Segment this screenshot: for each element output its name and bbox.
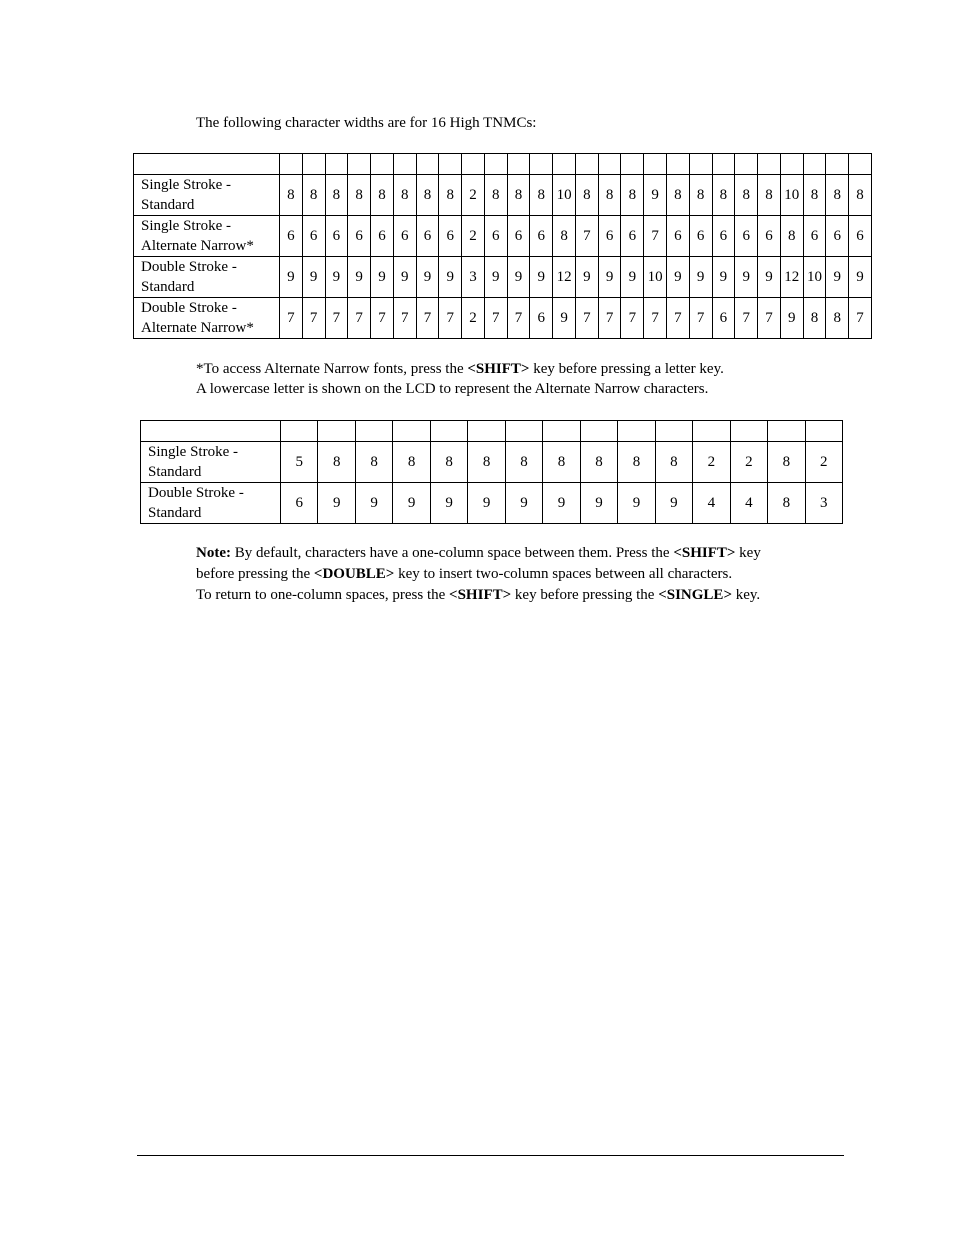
table-header-cell [768, 421, 805, 442]
width-cell: 9 [712, 257, 735, 298]
width-cell: 9 [318, 483, 355, 524]
width-cell: 6 [325, 216, 348, 257]
width-cell: 8 [768, 442, 805, 483]
width-cell: 10 [553, 175, 576, 216]
width-cell: 6 [758, 216, 781, 257]
width-cell: 8 [507, 175, 530, 216]
width-cell: 8 [430, 442, 467, 483]
table-header-cell [141, 421, 281, 442]
width-cell: 3 [805, 483, 842, 524]
table-header-cell [618, 421, 655, 442]
width-cell: 7 [598, 298, 621, 339]
width-cell: 2 [693, 442, 730, 483]
footnote-line-2: A lowercase letter is shown on the LCD to represent the Alternate Narrow characters. [196, 381, 709, 397]
width-cell: 9 [618, 483, 655, 524]
table-row [141, 442, 843, 483]
width-cell: 6 [735, 216, 758, 257]
width-cell: 8 [803, 298, 826, 339]
row-label-line: Standard [141, 197, 195, 213]
table-header-cell [712, 154, 735, 175]
character-width-table-symbols [140, 420, 843, 524]
width-cell: 9 [484, 257, 507, 298]
width-cell: 8 [758, 175, 781, 216]
width-cell: 6 [667, 216, 690, 257]
width-cell: 9 [505, 483, 542, 524]
width-cell: 9 [826, 257, 849, 298]
width-cell: 8 [575, 175, 598, 216]
table-header-cell [735, 154, 758, 175]
row-label [134, 216, 280, 257]
width-cell: 9 [507, 257, 530, 298]
width-cell: 7 [507, 298, 530, 339]
width-cell: 9 [598, 257, 621, 298]
width-cell: 8 [416, 175, 439, 216]
width-cell: 7 [758, 298, 781, 339]
width-cell: 7 [849, 298, 872, 339]
note-text: By default, characters have a one-column space between them. Press the [230, 545, 674, 561]
table-header-cell [318, 421, 355, 442]
width-cell: 7 [484, 298, 507, 339]
width-cell: 8 [355, 442, 392, 483]
row-label-line: Double Stroke - [141, 259, 237, 275]
width-cell: 3 [462, 257, 485, 298]
width-cell: 6 [826, 216, 849, 257]
width-cell: 10 [780, 175, 803, 216]
width-cell: 9 [667, 257, 690, 298]
table-header-cell [693, 421, 730, 442]
width-cell: 9 [355, 483, 392, 524]
footer-rule [137, 1155, 844, 1156]
row-label-line: Single Stroke - [141, 218, 231, 234]
width-cell: 6 [280, 216, 303, 257]
row-label-line: Single Stroke - [148, 444, 238, 460]
width-cell: 6 [530, 216, 553, 257]
width-cell: 8 [468, 442, 505, 483]
row-label-line: Single Stroke - [141, 177, 231, 193]
width-cell: 7 [689, 298, 712, 339]
width-cell: 10 [803, 257, 826, 298]
width-cell: 9 [655, 483, 692, 524]
table-header-cell [468, 421, 505, 442]
footnote-text: *To access Alternate Narrow fonts, press the [196, 361, 468, 377]
width-cell: 6 [530, 298, 553, 339]
table-header-cell [484, 154, 507, 175]
width-cell: 8 [553, 216, 576, 257]
character-width-table-letters [133, 153, 872, 339]
width-cell: 7 [416, 298, 439, 339]
width-cell: 8 [735, 175, 758, 216]
width-cell: 7 [575, 216, 598, 257]
width-cell: 9 [393, 483, 430, 524]
width-cell: 8 [768, 483, 805, 524]
width-cell: 7 [621, 298, 644, 339]
table-header-cell [667, 154, 690, 175]
single-key-label: <SINGLE> [658, 587, 732, 603]
width-cell: 9 [325, 257, 348, 298]
width-cell: 9 [430, 483, 467, 524]
width-cell: 9 [621, 257, 644, 298]
table-header-cell [134, 154, 280, 175]
width-cell: 7 [371, 298, 394, 339]
width-cell: 7 [393, 298, 416, 339]
width-cell: 9 [758, 257, 781, 298]
intro-text: The following character widths are for 16 High TNMCs: [196, 115, 537, 131]
table-header-cell [530, 154, 553, 175]
shift-key-label: <SHIFT> [449, 587, 512, 603]
row-label [141, 442, 281, 483]
width-cell: 6 [281, 483, 318, 524]
table-header-cell [689, 154, 712, 175]
width-cell: 2 [805, 442, 842, 483]
width-cell: 8 [667, 175, 690, 216]
row-label-line: Double Stroke - [148, 485, 244, 501]
table-header-cell [393, 421, 430, 442]
table-header-cell [580, 421, 617, 442]
width-cell: 7 [302, 298, 325, 339]
table-header-cell [371, 154, 394, 175]
width-cell: 8 [621, 175, 644, 216]
note-text: before pressing the [196, 566, 314, 582]
footnote-line-1 [196, 359, 724, 379]
note-line-1 [196, 543, 761, 564]
width-cell: 9 [580, 483, 617, 524]
table-header-cell [348, 154, 371, 175]
width-cell: 9 [371, 257, 394, 298]
width-cell: 8 [689, 175, 712, 216]
width-cell: 10 [644, 257, 667, 298]
width-cell: 12 [553, 257, 576, 298]
table-header-cell [416, 154, 439, 175]
table-header-cell [826, 154, 849, 175]
width-cell: 12 [780, 257, 803, 298]
table-header-cell [543, 421, 580, 442]
row-label [134, 257, 280, 298]
table-header-cell [575, 154, 598, 175]
width-cell: 8 [618, 442, 655, 483]
table-row [134, 216, 872, 257]
width-cell: 8 [530, 175, 553, 216]
width-cell: 9 [575, 257, 598, 298]
width-cell: 6 [803, 216, 826, 257]
width-cell: 2 [462, 175, 485, 216]
width-cell: 7 [644, 298, 667, 339]
width-cell: 7 [575, 298, 598, 339]
width-cell: 8 [439, 175, 462, 216]
table-header-cell [505, 421, 542, 442]
note-text: key before pressing the [511, 587, 659, 603]
table-header-cell [507, 154, 530, 175]
width-cell: 6 [712, 216, 735, 257]
width-cell: 4 [730, 483, 767, 524]
table-header-cell [393, 154, 416, 175]
width-cell: 8 [484, 175, 507, 216]
width-cell: 9 [348, 257, 371, 298]
width-cell: 9 [689, 257, 712, 298]
table-header-cell [780, 154, 803, 175]
width-cell: 6 [348, 216, 371, 257]
table-row [141, 483, 843, 524]
width-cell: 6 [507, 216, 530, 257]
table-header-cell [553, 154, 576, 175]
row-label [134, 298, 280, 339]
width-cell: 9 [280, 257, 303, 298]
width-cell: 8 [302, 175, 325, 216]
table-header-cell [280, 154, 303, 175]
row-label [134, 175, 280, 216]
table-header-cell [325, 154, 348, 175]
table-header-cell [430, 421, 467, 442]
table-header-cell [355, 421, 392, 442]
table-row [134, 298, 872, 339]
width-cell: 7 [667, 298, 690, 339]
width-cell: 9 [553, 298, 576, 339]
width-cell: 6 [689, 216, 712, 257]
width-cell: 8 [849, 175, 872, 216]
table-header-cell [621, 154, 644, 175]
table-header-cell [439, 154, 462, 175]
table-header-cell [462, 154, 485, 175]
width-cell: 8 [826, 298, 849, 339]
table-header-cell [758, 154, 781, 175]
footnote [196, 359, 724, 399]
width-cell: 8 [598, 175, 621, 216]
table-header-cell [730, 421, 767, 442]
width-cell: 6 [484, 216, 507, 257]
width-cell: 2 [462, 216, 485, 257]
width-cell: 9 [393, 257, 416, 298]
table-header-cell [281, 421, 318, 442]
table-header-cell [805, 421, 842, 442]
width-cell: 7 [280, 298, 303, 339]
width-cell: 9 [780, 298, 803, 339]
row-label-line: Alternate Narrow* [141, 320, 254, 336]
shift-key-label: <SHIFT> [673, 545, 736, 561]
width-cell: 8 [371, 175, 394, 216]
width-cell: 6 [598, 216, 621, 257]
row-label-line: Standard [148, 505, 202, 521]
width-cell: 7 [348, 298, 371, 339]
row-label [141, 483, 281, 524]
table-header-row [141, 421, 843, 442]
width-cell: 6 [439, 216, 462, 257]
width-cell: 8 [803, 175, 826, 216]
footnote-text: key before pressing a letter key. [529, 361, 724, 377]
width-cell: 9 [439, 257, 462, 298]
table-header-cell [598, 154, 621, 175]
note-text: key to insert two-column spaces between all characters. [394, 566, 733, 582]
row-label-line: Double Stroke - [141, 300, 237, 316]
width-cell: 8 [393, 442, 430, 483]
shift-key-label: <SHIFT> [467, 361, 530, 377]
row-label-line: Standard [148, 464, 202, 480]
width-cell: 8 [780, 216, 803, 257]
width-cell: 9 [735, 257, 758, 298]
width-cell: 6 [371, 216, 394, 257]
width-cell: 8 [318, 442, 355, 483]
width-cell: 8 [712, 175, 735, 216]
row-label-line: Alternate Narrow* [141, 238, 254, 254]
row-label-line: Standard [141, 279, 195, 295]
width-cell: 9 [849, 257, 872, 298]
table-header-cell [849, 154, 872, 175]
table-header-cell [803, 154, 826, 175]
width-cell: 9 [468, 483, 505, 524]
width-cell: 8 [543, 442, 580, 483]
double-key-label: <DOUBLE> [313, 566, 395, 582]
width-cell: 8 [505, 442, 542, 483]
width-cell: 6 [393, 216, 416, 257]
width-cell: 7 [735, 298, 758, 339]
width-cell: 8 [325, 175, 348, 216]
width-cell: 7 [325, 298, 348, 339]
width-cell: 6 [416, 216, 439, 257]
width-cell: 9 [644, 175, 667, 216]
width-cell: 2 [462, 298, 485, 339]
table-row [134, 175, 872, 216]
width-cell: 6 [712, 298, 735, 339]
width-cell: 4 [693, 483, 730, 524]
width-cell: 9 [543, 483, 580, 524]
width-cell: 8 [655, 442, 692, 483]
table-header-cell [644, 154, 667, 175]
table-header-row [134, 154, 872, 175]
spacing-note [196, 543, 761, 606]
width-cell: 6 [621, 216, 644, 257]
note-text: key [735, 545, 761, 561]
note-text: To return to one-column spaces, press the [196, 587, 450, 603]
note-text: key. [732, 587, 761, 603]
width-cell: 6 [849, 216, 872, 257]
table-header-cell [655, 421, 692, 442]
width-cell: 8 [580, 442, 617, 483]
note-line-2 [196, 564, 761, 585]
width-cell: 7 [644, 216, 667, 257]
width-cell: 8 [348, 175, 371, 216]
width-cell: 2 [730, 442, 767, 483]
width-cell: 6 [302, 216, 325, 257]
width-cell: 9 [530, 257, 553, 298]
width-cell: 9 [416, 257, 439, 298]
width-cell: 9 [302, 257, 325, 298]
width-cell: 8 [393, 175, 416, 216]
width-cell: 7 [439, 298, 462, 339]
table-row [134, 257, 872, 298]
width-cell: 5 [281, 442, 318, 483]
width-cell: 8 [280, 175, 303, 216]
note-label: Note: [196, 545, 231, 561]
note-line-3 [196, 585, 761, 606]
width-cell: 8 [826, 175, 849, 216]
table-header-cell [302, 154, 325, 175]
